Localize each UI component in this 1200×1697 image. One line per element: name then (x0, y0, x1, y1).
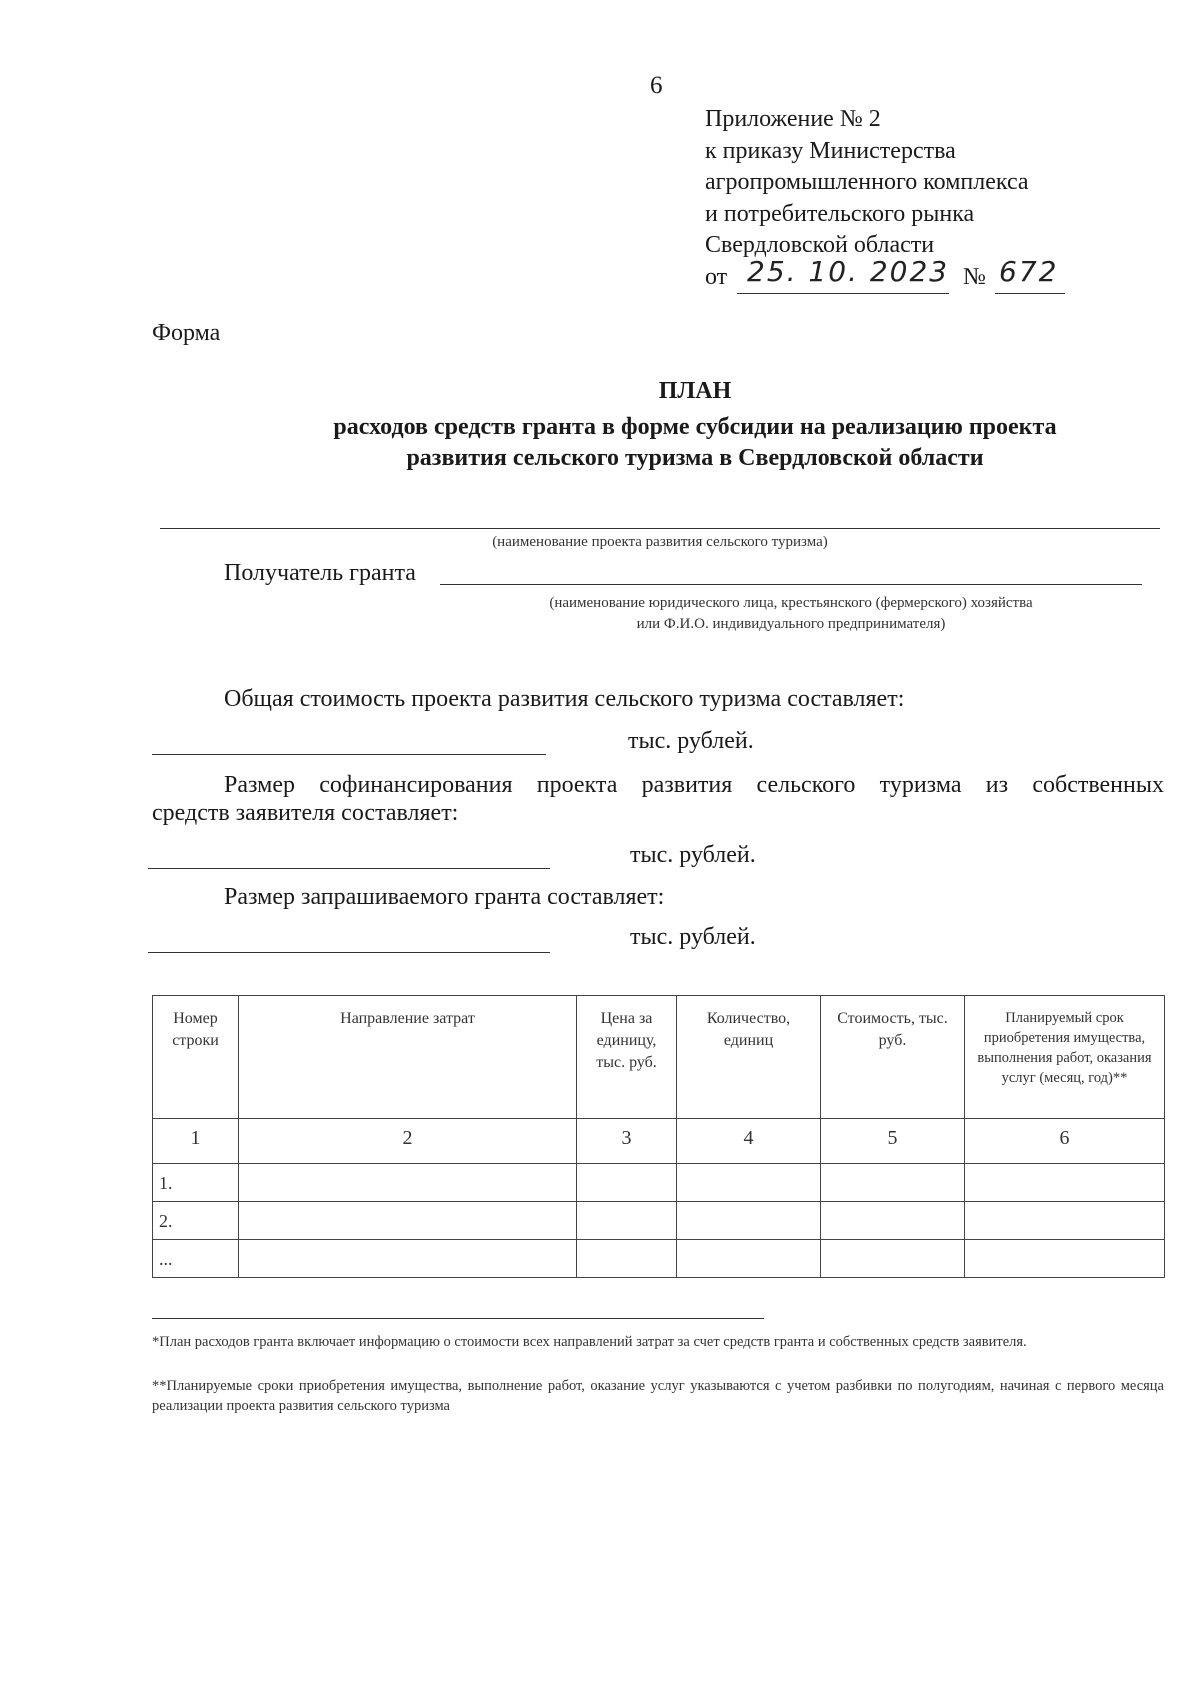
cofinancing-text-line-1: Размер софинансирования проекта развития сельского туризма из собственных (224, 772, 1164, 798)
cofinancing-unit: тыс. рублей. (630, 842, 756, 868)
header-quantity: Количество, единиц (677, 996, 821, 1119)
order-number: 672 (999, 254, 1059, 288)
expense-plan-table (152, 995, 1165, 1278)
table-cell (821, 1240, 965, 1278)
number-underline (995, 293, 1065, 294)
header-cost: Стоимость, тыс. руб. (821, 996, 965, 1119)
grant-requested-text: Размер запрашиваемого гранта составляет: (224, 884, 665, 910)
project-name-line (160, 528, 1160, 529)
date-underline (737, 293, 949, 294)
appendix-line-5: Свердловской области (705, 232, 935, 258)
table-cell (821, 1164, 965, 1202)
table-cell (239, 1240, 577, 1278)
header-unit-price: Цена за единицу, тыс. руб. (577, 996, 677, 1119)
appendix-line-2: к приказу Министерства (705, 137, 956, 164)
appendix-header (705, 104, 1059, 295)
total-cost-unit: тыс. рублей. (628, 728, 754, 754)
cofinancing-text-line-2: средств заявителя составляет: (152, 800, 459, 826)
table-cell (677, 1240, 821, 1278)
grant-requested-blank (148, 952, 550, 953)
column-number: 5 (821, 1119, 965, 1164)
table-cell (965, 1202, 1165, 1240)
table-header-row (153, 996, 1165, 1119)
table-cell (677, 1164, 821, 1202)
table-cell (821, 1202, 965, 1240)
table-row (153, 1240, 1165, 1278)
table-cell (577, 1164, 677, 1202)
footnote-2: **Планируемые сроки приобретения имущества, выполнение работ, оказание услуг указываются с учетом разбивки по полугодиям, начиная с первого месяца реализации проекта развития сельского туризма (152, 1378, 1164, 1414)
appendix-line-3: агропромышленного комплекса (705, 169, 1029, 195)
title-plan: ПЛАН (658, 378, 732, 404)
column-number: 6 (965, 1119, 1165, 1164)
row-number: 2. (153, 1202, 239, 1240)
table-row (153, 1202, 1165, 1240)
appendix-line-1: Приложение № 2 (705, 106, 881, 132)
recipient-label: Получатель гранта (224, 560, 416, 586)
recipient-caption (440, 593, 1142, 635)
form-label: Форма (152, 320, 221, 346)
order-date-number-line (705, 254, 1059, 295)
order-date: 25. 10. 2023 (747, 254, 950, 288)
column-number: 3 (577, 1119, 677, 1164)
table-cell (577, 1202, 677, 1240)
project-name-caption: (наименование проекта развития сельского туризма) (492, 534, 828, 550)
table-cell (577, 1240, 677, 1278)
total-cost-blank (152, 754, 546, 755)
table-cell (239, 1202, 577, 1240)
header-planned-period: Планируемый срок приобретения имущества, выполнения работ, оказания услуг (месяц, год)** (965, 996, 1165, 1119)
table-cell (239, 1164, 577, 1202)
table-cell (965, 1164, 1165, 1202)
number-label: № (963, 263, 986, 290)
table-cell (965, 1240, 1165, 1278)
title-line-3: развития сельского туризма в Свердловской области (406, 445, 984, 471)
header-expense-direction: Направление затрат (239, 996, 577, 1119)
total-cost-text: Общая стоимость проекта развития сельского туризма составляет: (224, 686, 905, 712)
footnote-separator (152, 1318, 764, 1319)
title-line-2: расходов средств гранта в форме субсидии на реализацию проекта (333, 414, 1057, 440)
recipient-caption-line-1: (наименование юридического лица, крестьянского (фермерского) хозяйства (549, 595, 1033, 611)
footnote-1: *План расходов гранта включает информацию о стоимости всех направлений затрат за счет средств гранта и собственных средств заявителя. (152, 1334, 1027, 1350)
recipient-line (440, 584, 1142, 585)
table-row (153, 1164, 1165, 1202)
row-number: ... (153, 1240, 239, 1278)
table-cell (677, 1202, 821, 1240)
appendix-line-4: и потребительского рынка (705, 200, 975, 227)
row-number: 1. (153, 1164, 239, 1202)
header-row-number: Номер строки (153, 996, 239, 1119)
page-number: 6 (650, 72, 663, 99)
cofinancing-blank (148, 868, 550, 869)
table-column-numbers-row (153, 1119, 1165, 1164)
from-label: от (705, 263, 728, 290)
column-number: 1 (153, 1119, 239, 1164)
recipient-caption-line-2: или Ф.И.О. индивидуального предпринимателя) (636, 616, 946, 632)
column-number: 4 (677, 1119, 821, 1164)
grant-requested-unit: тыс. рублей. (630, 924, 756, 950)
column-number: 2 (239, 1119, 577, 1164)
